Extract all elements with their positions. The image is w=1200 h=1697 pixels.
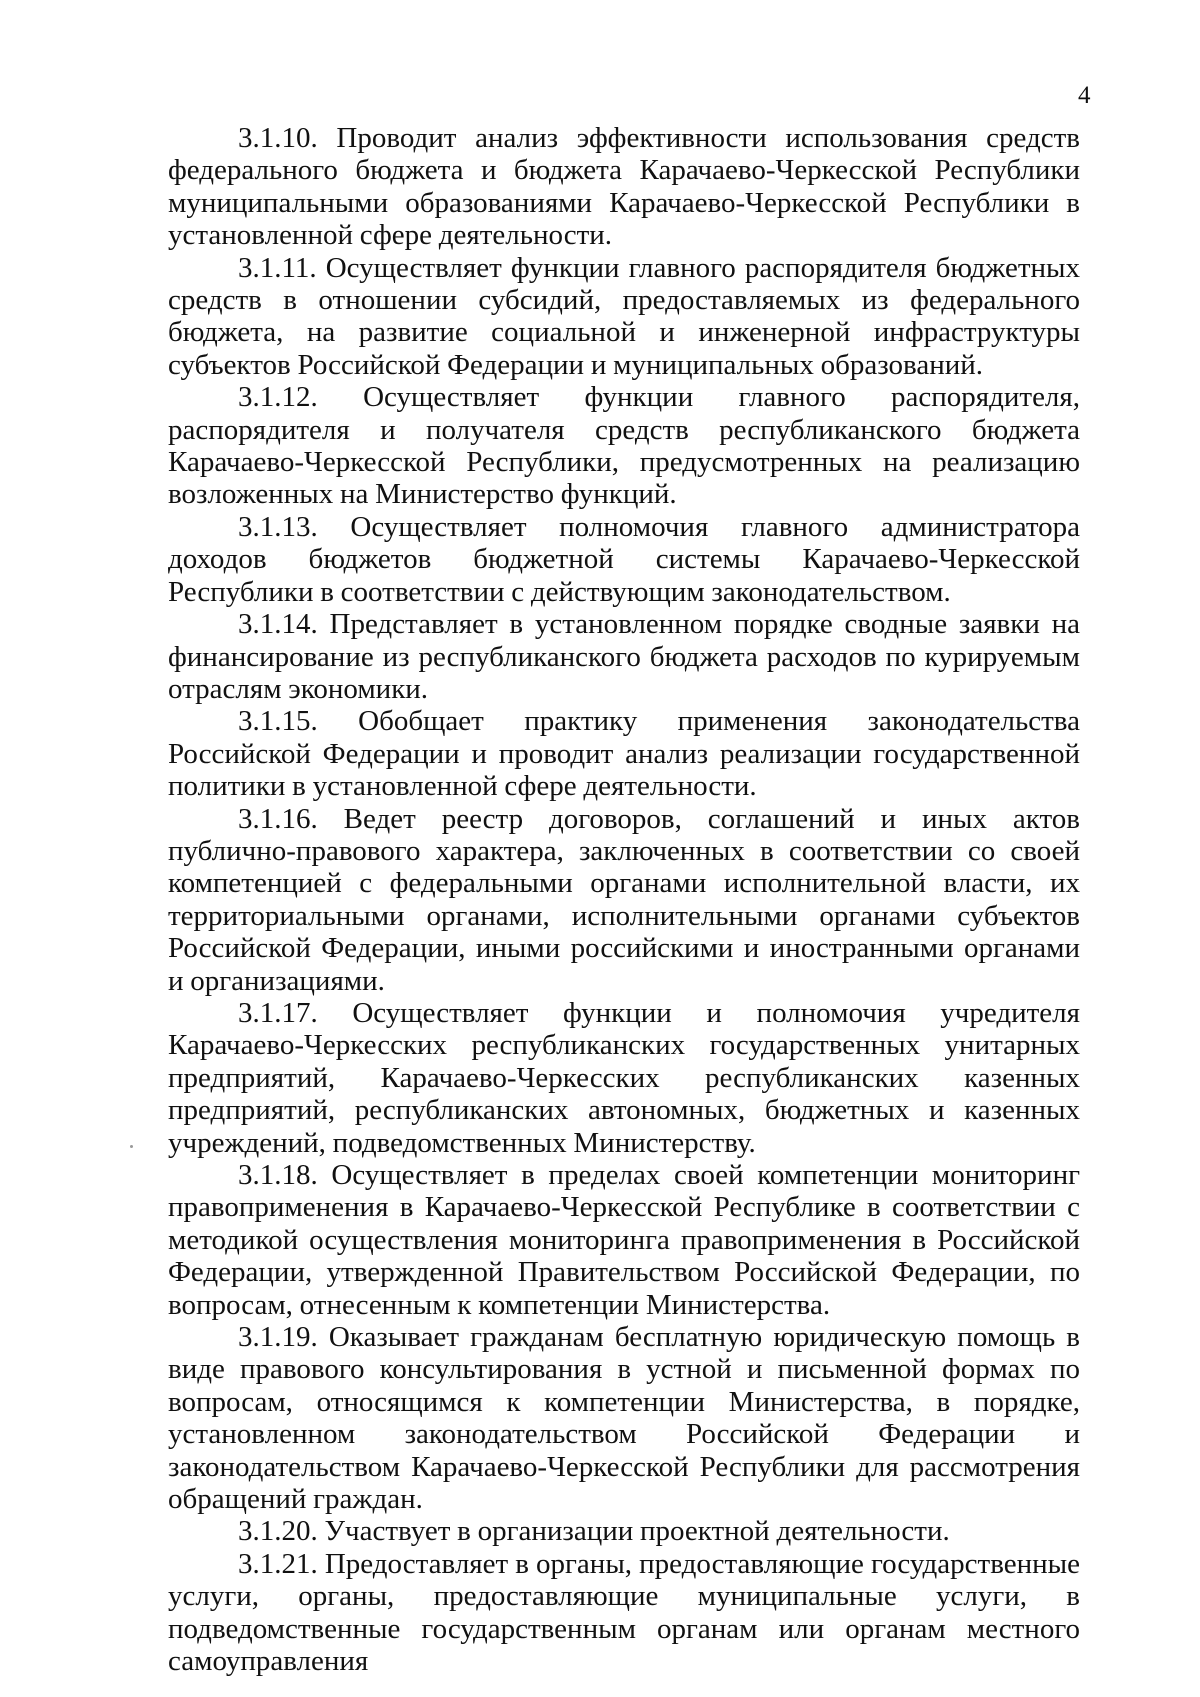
page-number: 4 [1078,82,1091,109]
paragraph-3-1-17: 3.1.17. Осуществляет функции и полномочия учредителя Карачаево-Черкесских республиканских государственных унитарных предприятий, Карачаево-Черкесских республиканских казенных предприятий, республиканских автономных, бюджетных и казенных учреждений, подведомственных Министерству. [168,996,1080,1159]
paragraph-3-1-14: 3.1.14. Представляет в установленном порядке сводные заявки на финансирование из республиканского бюджета расходов по курируемым отраслям экономики. [168,608,1080,705]
paragraph-3-1-11: 3.1.11. Осуществляет функции главного распорядителя бюджетных средств в отношении субсидий, предоставляемых из федерального бюджета, на развитие социальной и инженерной инфраструктуры субъектов Российской Федерации и муниципальных образований. [168,251,1080,381]
paragraph-3-1-20: 3.1.20. Участвует в организации проектной деятельности. [238,1515,950,1548]
paragraph-3-1-16: 3.1.16. Ведет реестр договоров, соглашений и иных актов публично-правового характера, заключенных в соответствии со своей компетенцией с федеральными органами исполнительной власти, их территориальными органами, исполнительными органами субъектов Российской Федерации, иными российскими и иностранными органами и организациями. [168,802,1080,997]
paragraph-3-1-15: 3.1.15. Обобщает практику применения законодательства Российской Федерации и проводит анализ реализации государственной политики в установленной сфере деятельности. [168,705,1080,803]
paragraph-3-1-21: 3.1.21. Предоставляет в органы, предоставляющие государственные услуги, органы, предоставляющие муниципальные услуги, в подведомственные государственным органам или органам местного самоуправления [168,1547,1080,1678]
document-body [168,122,1080,1678]
paragraph-3-1-12: 3.1.12. Осуществляет функции главного распорядителя, распорядителя и получателя средств республиканского бюджета Карачаево-Черкесской Республики, предусмотренных на реализацию возложенных на Министерство функций. [168,381,1080,511]
paragraph-3-1-13: 3.1.13. Осуществляет полномочия главного администратора доходов бюджетов бюджетной системы Карачаево-Черкесской Республики в соответствии с действующим законодательством. [168,510,1080,608]
paragraph-3-1-18: 3.1.18. Осуществляет в пределах своей компетенции мониторинг правоприменения в Карачаево-Черкесской Республике в соответствии с методикой осуществления мониторинга правоприменения в Российской Федерации, утвержденной Правительством Российской Федерации, по вопросам, отнесенным к компетенции Министерства. [168,1159,1080,1321]
scan-speck [130,1145,133,1148]
paragraph-3-1-19: 3.1.19. Оказывает гражданам бесплатную юридическую помощь в виде правового консультирования в устной и письменной формах по вопросам, относящимся к компетенции Министерства, в порядке, установленном законодательством Российской Федерации и законодательством Карачаево-Черкесской Республики для рассмотрения обращений граждан. [168,1321,1080,1516]
paragraph-3-1-10: 3.1.10. Проводит анализ эффективности использования средств федерального бюджета и бюджета Карачаево-Черкесской Республики муниципальными образованиями Карачаево-Черкесской Республики в установленной сфере деятельности. [168,122,1080,252]
